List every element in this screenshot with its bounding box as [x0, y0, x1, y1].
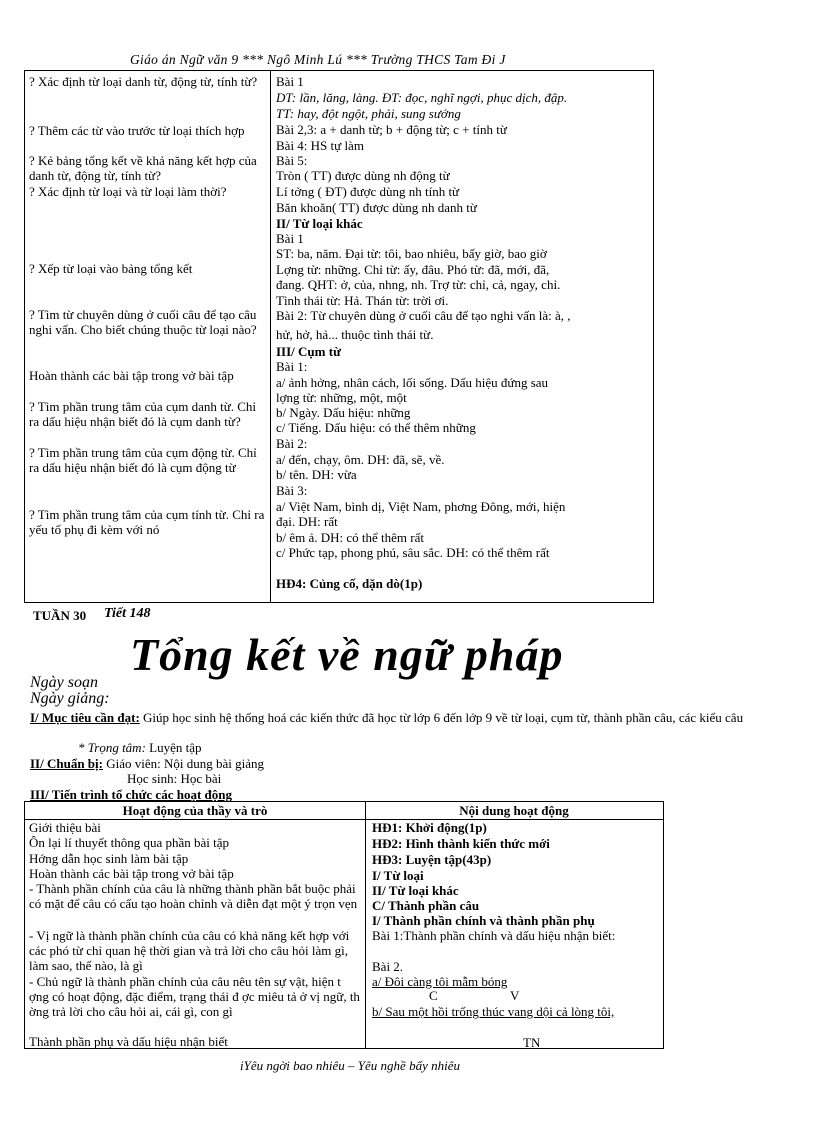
answer-line: Bài 3: — [276, 483, 308, 498]
activity-line: Hớng dẫn học sinh làm bài tập — [29, 851, 189, 866]
content-line: a/ Đôi càng tôi mẫm bóng — [372, 974, 508, 989]
preparation-teacher: Giáo viên: Nội dung bài giảng — [102, 756, 265, 771]
question-2: ? Thêm các từ vào trước từ loại thích hợp — [29, 123, 245, 138]
focus — [78, 740, 816, 755]
focus-label: * Trọng tâm: — [78, 740, 146, 755]
content-line: HĐ1: Khởi động(1p) — [372, 820, 487, 835]
activity-line: Hoàn thành các bài tập trong vở bài tập — [29, 866, 234, 881]
answer-line: Bài 2: — [276, 436, 308, 451]
page-header: Giáo án Ngữ văn 9 *** Ngô Minh Lú *** Trường THCS Tam Đi J — [130, 52, 506, 67]
procedure-heading: III/ Tiến trình tổ chức các hoạt động — [30, 787, 232, 802]
answer-line: Bài 5: — [276, 153, 308, 168]
answer-line: Bài 1 — [276, 231, 304, 246]
question-6: ? Tìm từ chuyên dùng ở cuối câu để tạo câu nghi vấn. Cho biết chúng thuộc từ loại nào? — [29, 307, 257, 337]
activity-line: Ôn lại lí thuyết thông qua phần bài tập — [29, 835, 230, 850]
section-heading: II/ Từ loại khác — [276, 216, 363, 231]
preparation-student: Học sinh: Học bài — [127, 771, 222, 786]
activity-line: Thành phần phụ và dấu hiệu nhận biết — [29, 1034, 228, 1049]
content-line: HĐ3: Luyện tập(43p) — [372, 852, 492, 867]
answer-line: a/ Việt Nam, bình dị, Việt Nam, phơng Đông, mới, hiện — [276, 499, 566, 514]
answer-line: b/ êm ả. DH: có thể thêm rất — [276, 530, 425, 545]
answer-line: ST: ba, năm. Đại từ: tôi, bao nhiêu, bấy giờ, bao giờ — [276, 246, 547, 261]
page-footer: iYêu ngời bao nhiêu – Yêu nghề bấy nhiêu — [240, 1058, 460, 1073]
answer-line: c/ Tiếng. Dấu hiệu: có thể thêm những — [276, 420, 476, 435]
preparation — [30, 756, 790, 771]
content-line: I/ Từ loại — [372, 868, 424, 883]
answer-line: Tròn ( TT) được dùng nh động từ — [276, 168, 450, 183]
answer-line: Lí tởng ( ĐT) được dùng nh tính từ — [276, 184, 460, 199]
question-8: ? Tìm phần trung tâm của cụm danh từ. Chỉ ra dấu hiệu nhận biết đó là cụm danh từ? — [29, 399, 257, 429]
lesson-title: Tổng kết về ngữ pháp — [130, 629, 564, 680]
question-5: ? Xếp từ loại vào bảng tổng kết — [29, 261, 193, 276]
answer-line: a/ đến, chạy, ôm. DH: đã, sẽ, về. — [276, 452, 445, 467]
answer-line: b/ tên. DH: vừa — [276, 467, 357, 482]
answer-line: Bài 1 — [276, 74, 304, 89]
answer-line: b/ Ngày. Dấu hiệu: những — [276, 405, 411, 420]
answer-line: TT: hay, đột ngột, phải, sung sướng — [276, 106, 461, 121]
activity-line: - Vị ngữ là thành phần chính của câu có khả năng kết hợp với các phó từ chỉ quan hệ thời gian và trả lời cho câu hỏi làm gì, làm sao, thế nào, là gì — [29, 928, 350, 973]
question-10: ? Tìm phần trung tâm của cụm tính từ. Chỉ ra yếu tố phụ đi kèm với nó — [29, 507, 265, 537]
answer-line: Bài 4: HS tự làm — [276, 138, 364, 153]
answer-line: lợng từ: những, một, một — [276, 390, 407, 405]
predicate-marker: V — [510, 988, 520, 1003]
content-line: Bài 1:Thành phần chính và dấu hiệu nhận biết: — [372, 928, 616, 943]
answer-line: DT: lần, lăng, làng. ĐT: đọc, nghĩ ngợi, phục dịch, đập. — [276, 90, 568, 105]
content-line: HĐ2: Hình thành kiến thức mới — [372, 836, 550, 851]
prep-date: Ngày soạn — [30, 674, 98, 691]
column-header-content: Nội dung hoạt động — [459, 803, 569, 818]
question-1: ? Xác định từ loại danh từ, động từ, tính từ? — [29, 74, 258, 89]
answer-line: a/ ảnh hởng, nhân cách, lối sống. Dấu hiệu đứng sau — [276, 375, 549, 390]
objectives — [30, 710, 790, 725]
column-header-teacher: Hoạt động của thầy và trò — [122, 803, 268, 818]
preparation-label: II/ Chuẩn bị: — [30, 756, 103, 771]
answer-line: Băn khoăn( TT) được dùng nh danh từ — [276, 200, 477, 215]
activity-line: - Chủ ngữ là thành phần chính của câu nêu tên sự vật, hiện t ợng có hoạt động, đặc điểm, trạng thái đ ợc miêu tả ở vị ngữ, th ờng trả lời cho câu hỏi ai, cái gì, con gì — [29, 974, 360, 1019]
column-divider — [270, 71, 271, 602]
answer-line: Bài 1: — [276, 359, 308, 374]
question-7: Hoàn thành các bài tập trong vở bài tập — [29, 368, 234, 383]
lesson-number: Tiết 148 — [104, 606, 151, 621]
activity-table — [24, 801, 664, 1049]
content-line: C/ Thành phần câu — [372, 898, 480, 913]
answer-line: Lợng từ: những. Chỉ từ: ấy, đâu. Phó từ: đã, mới, đã, — [276, 262, 550, 277]
answer-line: Bài 2: Từ chuyên dùng ở cuối câu để tạo nghi vấn là: à, , — [276, 308, 571, 323]
activity-line: Giới thiệu bài — [29, 820, 101, 835]
teach-date: Ngày giảng: — [30, 690, 110, 707]
answer-line: Tình thái từ: Hả. Thán từ: trời ơi. — [276, 293, 449, 308]
focus-text: Luyện tập — [145, 740, 202, 755]
subject-marker: C — [429, 988, 438, 1003]
answer-line: đang. QHT: ở, của, nhng, nh. Trợ từ: chỉ, cả, ngay, chỉ. — [276, 277, 561, 292]
activity-line: - Thành phần chính của câu là những thành phần bắt buộc phải có mặt để câu có cấu tạo hoàn chỉnh và diễn đạt một ý trọn vẹn — [29, 881, 358, 911]
content-line: Bài 2. — [372, 959, 404, 974]
answer-line: đại. DH: rất — [276, 514, 338, 529]
section-heading: III/ Cụm từ — [276, 344, 341, 359]
objectives-text: Giúp học sinh hệ thống hoá các kiến thức đã học từ lớp 6 đến lớp 9 về từ loại, cụm từ, thành phần câu, các kiểu câu — [139, 710, 744, 725]
adverbial-marker: TN — [523, 1035, 541, 1050]
content-line: b/ Sau một hồi trống thúc vang dội cả lòng tôi, — [372, 1004, 615, 1019]
content-line: I/ Thành phần chính và thành phần phụ — [372, 913, 595, 928]
week-label: TUẦN 30 — [33, 608, 87, 623]
question-3: ? Kẻ bảng tổng kết về khả năng kết hợp của danh từ, động từ, tính từ? — [29, 153, 257, 183]
question-4: ? Xác định từ loại và từ loại làm thời? — [29, 184, 227, 199]
objectives-label: I/ Mục tiêu cần đạt: — [30, 710, 140, 725]
question-9: ? Tìm phần trung tâm của cụm động từ. Chỉ ra dấu hiệu nhận biết đó là cụm động từ — [29, 445, 257, 475]
exercise-table — [24, 70, 654, 603]
column-divider — [365, 802, 366, 1048]
content-line: II/ Từ loại khác — [372, 883, 459, 898]
answer-line: Bài 2,3: a + danh từ; b + động từ; c + tính từ — [276, 122, 507, 137]
activity-heading: HĐ4: Củng cố, dặn dò(1p) — [276, 576, 423, 591]
answer-line: hử, hở, hả... thuộc tình thái từ. — [276, 327, 434, 342]
answer-line: c/ Phức tạp, phong phú, sâu sắc. DH: có thể thêm rất — [276, 545, 550, 560]
